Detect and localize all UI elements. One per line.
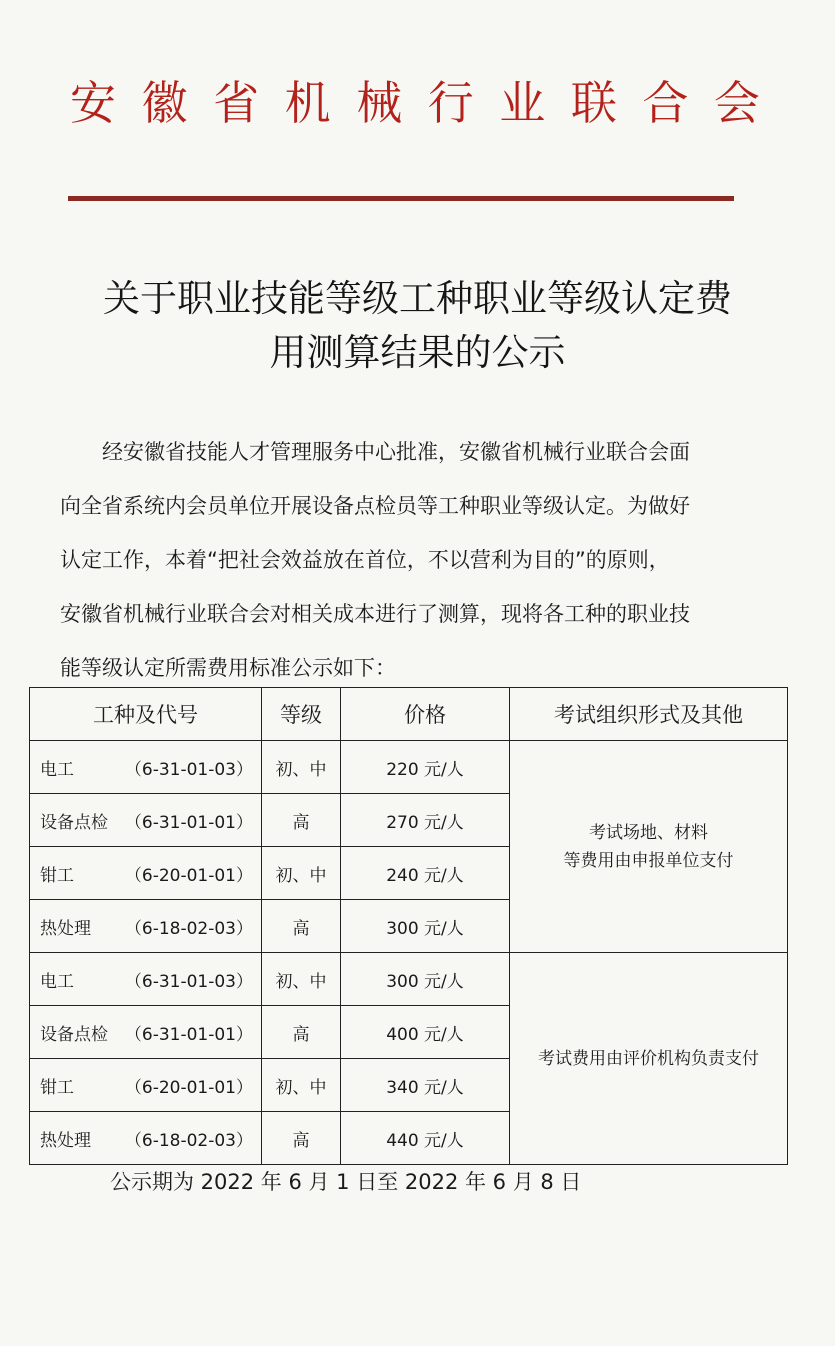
type-name: 热处理: [40, 1130, 91, 1151]
price-cell: 400 元/人: [341, 1006, 510, 1059]
type-name: 电工: [40, 971, 74, 992]
type-code: （6-18-02-03）: [124, 918, 253, 939]
level-cell: 高: [262, 1112, 341, 1165]
header-cell-price: 价格: [341, 688, 510, 741]
type-cell: [30, 794, 262, 847]
announcement-paragraph: [60, 425, 780, 695]
paragraph-line: 向全省系统内会员单位开展设备点检员等工种职业等级认定。为做好: [60, 494, 690, 518]
letterhead-divider: [68, 196, 734, 201]
letterhead-char: 会: [713, 76, 760, 130]
note-line: 考试场地、材料: [589, 822, 708, 843]
table-header-row: [30, 688, 788, 741]
org-letterhead: [70, 70, 760, 130]
header-cell-level: 等级: [262, 688, 341, 741]
document-title: [40, 272, 795, 380]
type-cell: [30, 741, 262, 794]
price-cell: 340 元/人: [341, 1059, 510, 1112]
level-cell: 高: [262, 1006, 341, 1059]
letterhead-char: 机: [284, 76, 331, 130]
price-cell: 270 元/人: [341, 794, 510, 847]
title-line: 关于职业技能等级工种职业等级认定费: [103, 277, 732, 320]
type-code: （6-18-02-03）: [124, 1130, 253, 1151]
note-cell-evaluator-pays: 考试费用由评价机构负责支付: [510, 953, 788, 1165]
type-code: （6-31-01-01）: [124, 1024, 253, 1045]
paragraph-line: 安徽省机械行业联合会对相关成本进行了测算，现将各工种的职业技: [60, 602, 690, 626]
level-cell: 高: [262, 794, 341, 847]
level-cell: 高: [262, 900, 341, 953]
type-cell: [30, 1059, 262, 1112]
title-line: 用测算结果的公示: [269, 331, 566, 374]
type-name: 钳工: [40, 865, 74, 886]
price-cell: 300 元/人: [341, 900, 510, 953]
type-name: 电工: [40, 759, 74, 780]
type-name: 热处理: [40, 918, 91, 939]
type-code: （6-20-01-01）: [124, 865, 253, 886]
type-cell: [30, 953, 262, 1006]
notice-period: 公示期为 2022 年 6 月 1 日至 2022 年 6 月 8 日: [110, 1170, 582, 1194]
price-cell: 440 元/人: [341, 1112, 510, 1165]
price-cell: 240 元/人: [341, 847, 510, 900]
type-code: （6-31-01-03）: [124, 971, 253, 992]
paragraph-line: 经安徽省技能人才管理服务中心批准，安徽省机械行业联合会面: [102, 440, 690, 464]
type-cell: [30, 1112, 262, 1165]
type-code: （6-31-01-01）: [124, 812, 253, 833]
type-name: 钳工: [40, 1077, 74, 1098]
letterhead-char: 联: [570, 76, 617, 130]
paragraph-line: 能等级认定所需费用标准公示如下：: [60, 656, 396, 680]
letterhead-char: 行: [427, 76, 474, 130]
level-cell: 初、中: [262, 1059, 341, 1112]
type-code: （6-20-01-01）: [124, 1077, 253, 1098]
table-row: [30, 741, 788, 794]
note-cell-applicant-pays: [510, 741, 788, 953]
letterhead-char: 械: [356, 76, 403, 130]
header-cell-type: 工种及代号: [30, 688, 262, 741]
letterhead-char: 徽: [141, 76, 188, 130]
type-name: 设备点检: [40, 1024, 108, 1045]
price-cell: 220 元/人: [341, 741, 510, 794]
price-cell: 300 元/人: [341, 953, 510, 1006]
paragraph-line: 认定工作，本着“把社会效益放在首位，不以营利为目的”的原则，: [60, 548, 670, 572]
fee-table: [29, 687, 788, 1165]
type-cell: [30, 847, 262, 900]
type-name: 设备点检: [40, 812, 108, 833]
letterhead-char: 安: [70, 76, 116, 130]
note-line: 等费用由申报单位支付: [563, 850, 734, 871]
level-cell: 初、中: [262, 847, 341, 900]
letterhead-char: 合: [642, 76, 689, 130]
type-cell: [30, 900, 262, 953]
type-cell: [30, 1006, 262, 1059]
level-cell: 初、中: [262, 953, 341, 1006]
type-code: （6-31-01-03）: [124, 759, 253, 780]
table-row: [30, 953, 788, 1006]
letterhead-char: 业: [499, 76, 546, 130]
header-cell-note: 考试组织形式及其他: [510, 688, 788, 741]
level-cell: 初、中: [262, 741, 341, 794]
letterhead-char: 省: [213, 76, 260, 130]
